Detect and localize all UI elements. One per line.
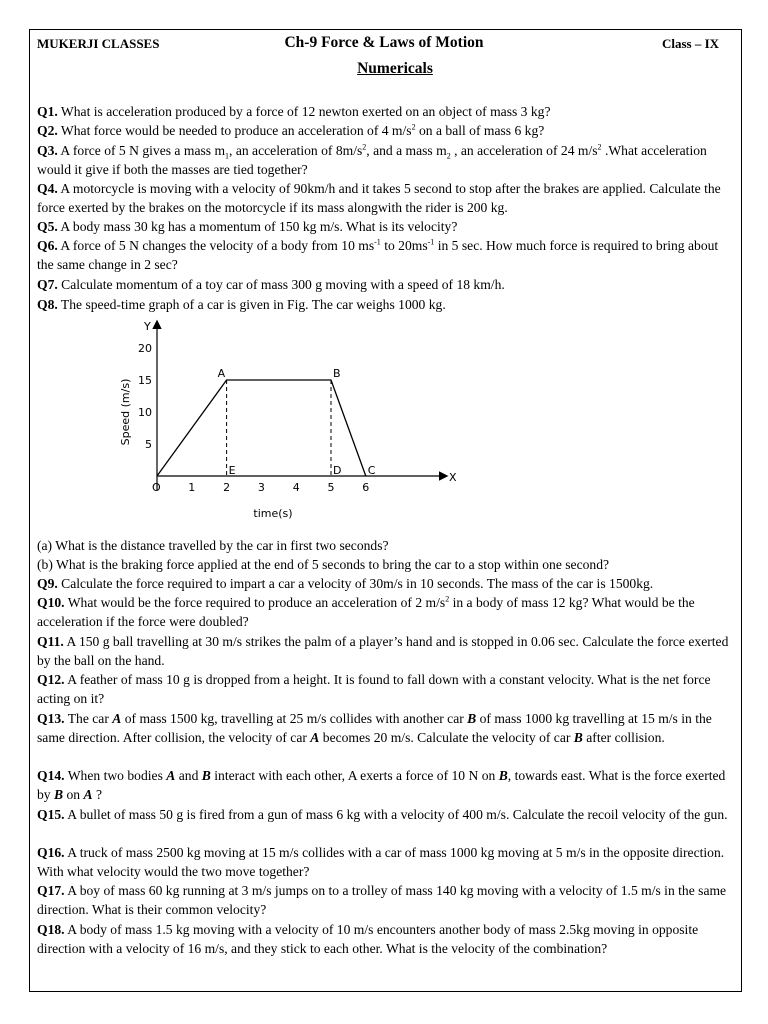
superscript: -1 [427,237,435,247]
question-8a [37,536,735,555]
question-text: When two bodies [64,768,167,783]
question-18 [37,920,735,959]
x-tick-label: 5 [327,481,335,494]
origin-label: O [152,481,161,494]
superscript: 2 [362,142,367,152]
subscript: 2 [446,151,451,161]
question-17 [37,881,735,920]
question-number: Q17. [37,883,65,898]
question-number: Q7. [37,277,58,292]
x-tick-label: 3 [257,481,265,494]
question-text: A bullet of mass 50 g is fired from a gun of mass 6 kg with a velocity of 400 m/s. Calculate the recoil velocity of the gun. [64,807,728,822]
question-text: to 20ms [380,238,428,253]
superscript: 2 [445,594,450,604]
question-text: A body of mass 1.5 kg moving with a velocity of 10 m/s encounters another body of mass 2.5kg moving in opposite direction with a velocity of 16 m/s, and they stick to each other. What is the velocity of the combination? [37,922,699,957]
y-tick-label: 20 [138,342,152,355]
question-text: , towards east. What is the force exerted by [37,768,726,803]
question-text: Calculate the force required to impart a car a velocity of 30m/s in 10 seconds. The mass of the car is 1500kg. [57,576,654,591]
question-text: , an acceleration of 8m/s [229,143,363,158]
superscript: -1 [374,237,381,247]
question-text: .What acceleration would it give if both the masses are tied together? [37,143,707,178]
question-number: Q8. [37,297,58,312]
variable: B [498,768,508,783]
question-text: What would be the force required to produce an acceleration of 2 m/s [64,595,446,610]
question-text: What is acceleration produced by a force of 12 newton exerted on an object of mass 3 kg? [57,104,551,119]
question-text: on [63,787,84,803]
variable: A [310,730,320,746]
question-number: Q13. [37,711,65,726]
question-text: A force of 5 N gives a mass m [57,143,226,158]
section-subtitle: Numericals [357,60,433,77]
institute-name: MUKERJI CLASSES [37,36,160,51]
question-number: Q10. [37,595,65,610]
variable: A [166,768,176,783]
question-number: Q2. [37,123,58,138]
question-number: Q4. [37,181,58,196]
question-text: of mass 1500 kg, travelling at 25 m/s collides with another car [121,711,468,726]
question-number: Q15. [37,807,65,822]
question-8 [37,295,735,314]
question-13 [37,709,735,748]
question-text: The car [64,711,113,726]
question-4 [37,179,735,218]
question-7 [37,275,735,294]
chapter-title: Ch-9 Force & Laws of Motion [284,34,484,51]
question-number: Q18. [37,922,65,937]
question-number: Q11. [37,634,64,649]
question-1 [37,102,735,121]
question-text: (a) What is the distance travelled by the car in first two seconds? [37,538,389,553]
question-text: of mass 1000 kg travelling at 15 m/s in the same direction. After collision, the velocity of car [37,711,712,746]
x-tick-label: 6 [362,481,370,494]
x-axis-name: X [449,471,457,484]
question-16 [37,843,735,882]
question-text: after collision. [582,730,665,746]
question-number: Q12. [37,672,65,687]
point-label: B [333,367,341,380]
question-number: Q16. [37,845,65,860]
class-label: Class – IX [662,36,720,51]
variable: B [467,711,477,726]
x-axis-label: time(s) [253,507,293,520]
question-text: on a ball of mass 6 kg? [415,123,545,138]
y-axis-name: Y [144,320,151,333]
question-8b [37,555,735,574]
speed-time-graph [100,314,480,526]
question-text: A motorcycle is moving with a velocity of 90km/h and it takes 5 second to stop after the brakes are applied. Calculate the force exerted by the brakes on the motorcycle if its mass alongwith the rider is 200 kg. [37,181,721,216]
question-text: A feather of mass 10 g is dropped from a height. It is found to fall down with a constant velocity. What is the net force acting on it? [37,672,711,707]
question-text: in a body of mass 12 kg? What would be the acceleration if the force were doubled? [37,595,695,630]
question-text: becomes 20 m/s. Calculate the velocity of car [319,730,574,746]
question-14 [37,766,735,805]
variable: B [201,768,211,783]
subscript: 1 [225,151,230,161]
variable: B [54,787,64,803]
question-text: ? [92,787,102,803]
question-text: The speed-time graph of a car is given in Fig. The car weighs 1000 kg. [57,297,446,312]
question-2 [37,121,735,140]
question-3 [37,141,735,180]
point-label: E [228,464,236,477]
variable: A [112,711,122,726]
question-5 [37,217,735,236]
question-text: A truck of mass 2500 kg moving at 15 m/s collides with a car of mass 1000 kg moving at 5 m/s in the opposite direction. With what velocity would the two move together? [37,845,725,880]
y-tick-label: 15 [138,374,152,387]
variable: B [573,730,583,746]
question-text: , an acceleration of 24 m/s [450,143,598,158]
variable: A [83,787,93,803]
question-number: Q1. [37,104,58,119]
question-number: Q9. [37,576,58,591]
question-text: A body mass 30 kg has a momentum of 150 kg m/s. What is its velocity? [57,219,458,234]
question-12 [37,670,735,709]
question-number: Q14. [37,768,65,783]
question-text: A boy of mass 60 kg running at 3 m/s jumps on to a trolley of mass 140 kg moving with a velocity of 1.5 m/s in the same direction. What is their common velocity? [37,883,727,918]
point-label: C [367,464,376,477]
question-10 [37,593,735,632]
question-text: (b) What is the braking force applied at the end of 5 seconds to bring the car to a stop within one second? [37,557,610,572]
question-text: interact with each other, A exerts a force of 10 N on [210,768,499,783]
x-tick-label: 1 [188,481,196,494]
y-tick-label: 10 [138,406,152,419]
x-tick-label: 2 [223,481,231,494]
question-11 [37,632,735,671]
question-text: Calculate momentum of a toy car of mass 300 g moving with a speed of 18 km/h. [57,277,505,292]
question-9 [37,574,735,593]
question-number: Q6. [37,238,58,253]
superscript: 2 [597,142,602,152]
point-label: A [217,367,226,380]
y-axis-label: Speed (m/s) [119,378,132,446]
speed-line [157,380,366,476]
superscript: 2 [411,122,416,132]
question-number: Q3. [37,143,58,158]
question-6 [37,236,735,275]
question-15 [37,805,735,824]
x-tick-label: 4 [292,481,300,494]
question-text: , and a mass m [366,143,447,158]
question-text: A 150 g ball travelling at 30 m/s strikes the palm of a player’s hand and is stopped in 0.06 sec. Calculate the force exerted by the ball on the hand. [37,634,729,669]
point-label: D [333,464,342,477]
question-number: Q5. [37,219,58,234]
question-text: What force would be needed to produce an acceleration of 4 m/s [57,123,412,138]
question-text: and [175,768,202,783]
question-text: in 5 sec. How much force is required to bring about the same change in 2 sec? [37,238,719,273]
question-text: A force of 5 N changes the velocity of a body from 10 ms [57,238,375,253]
y-tick-label: 5 [145,438,152,451]
